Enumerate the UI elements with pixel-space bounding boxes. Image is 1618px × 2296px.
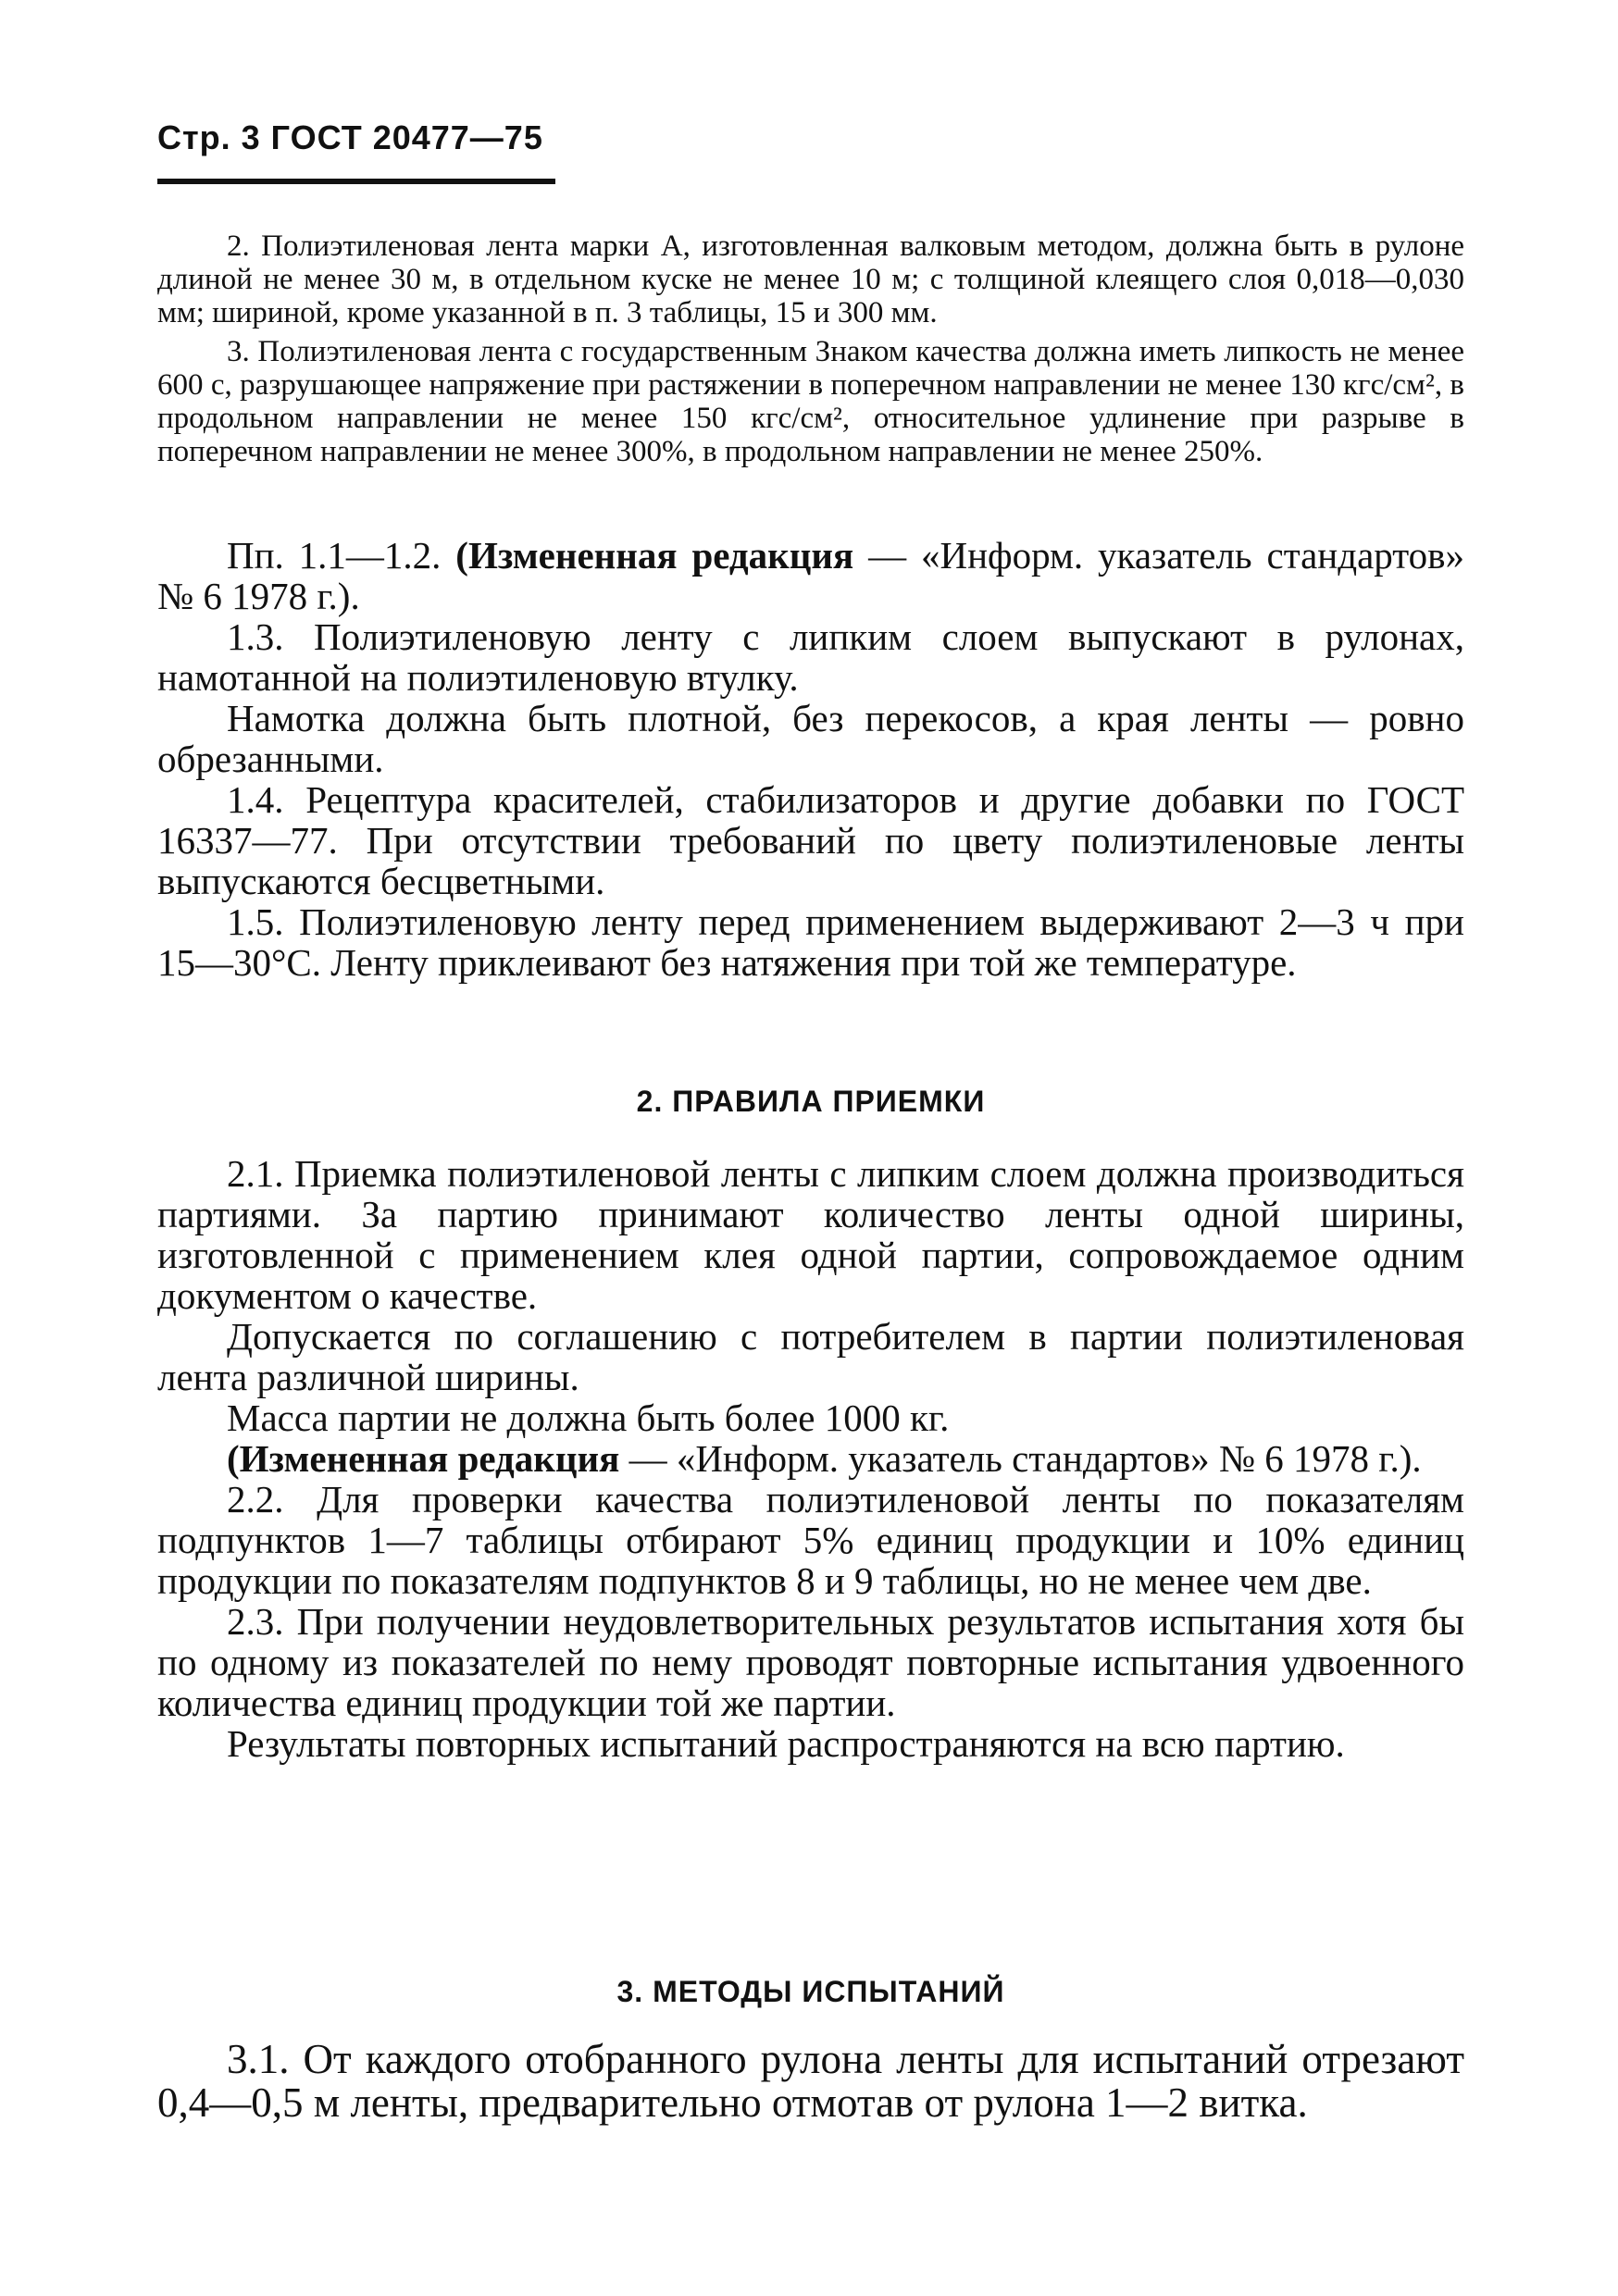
- paragraph-2-2: 2.2. Для проверки качества полиэтиленовой ленты по показателям подпунктов 1—7 таблицы отбирают 5% единиц продукции и 10% единиц продукции по показателям подпунктов 8 и 9 таблицы, но не менее чем две.: [157, 1478, 1464, 1602]
- standard-number: ГОСТ 20477—75: [270, 118, 543, 156]
- page-header: [157, 118, 543, 157]
- paragraph-3-1: 3.1. От каждого отобранного рулона ленты для испытаний отрезают 0,4—0,5 м ленты, предварительно отмотав от рулона 1—2 витка.: [157, 2036, 1464, 2126]
- edition-label: (Измененная редакция: [455, 534, 854, 577]
- paragraph-1-5: 1.5. Полиэтиленовую ленту перед применением выдерживают 2—3 ч при 15—30°С. Ленту приклеивают без натяжения при той же температуре.: [157, 900, 1464, 984]
- paragraph-1-3b: Намотка должна быть плотной, без перекосов, а края ленты — ровно обрезанными.: [157, 697, 1464, 780]
- note-3: 3. Полиэтиленовая лента с государственным Знаком качества должна иметь липкость не менее 600 с, разрушающее напряжение при растяжении в поперечном направлении не менее 130 кгс/см², в продольном направлении не менее 150 кгс/см², относительное удлинение при разрыве в поперечном направлении не менее 300%, в продольном направлении не менее 250%.: [157, 335, 1464, 468]
- paragraph-2-3: 2.3. При получении неудовлетворительных результатов испытания хотя бы по одному из показателей по нему проводят повторные испытания удвоенного количества единиц продукции той же партии.: [157, 1600, 1464, 1724]
- section-3-title: 3. МЕТОДЫ ИСПЫТАНИЙ: [616, 1975, 1005, 2008]
- section3-block: [157, 2038, 1464, 2125]
- section1-block: [157, 535, 1464, 983]
- paragraph-2-3b: Результаты повторных испытаний распространяются на всю партию.: [227, 1722, 1345, 1765]
- notes-block: [157, 230, 1464, 468]
- paragraph-1-4: 1.4. Рецептура красителей, стабилизаторов и другие добавки по ГОСТ 16337—77. При отсутствии требований по цвету полиэтиленовые ленты выпускаются бесцветными.: [157, 778, 1464, 902]
- section-2-title: 2. ПРАВИЛА ПРИЕМКИ: [636, 1085, 986, 1118]
- paragraph-1-3: 1.3. Полиэтиленовую ленту с липким слоем выпускают в рулонах, намотанной на полиэтиленовую втулку.: [157, 615, 1464, 699]
- edition-note-1: Пп. 1.1—1.2. (Измененная редакция — «Информ. указатель стандартов» № 6 1978 г.).: [157, 534, 1465, 617]
- paragraph-2-1b: Допускается по соглашению с потребителем в партии полиэтиленовая лента различной ширины.: [157, 1315, 1464, 1398]
- note-2: 2. Полиэтиленовая лента марки А, изготовленная валковым методом, должна быть в рулоне длиной не менее 30 м, в отдельном куске не менее 10 м; с толщиной клеящего слоя 0,018—0,030 мм; шириной, кроме указанной в п. 3 таблицы, 15 и 300 мм.: [157, 230, 1464, 329]
- page-number: Стр. 3: [157, 118, 261, 156]
- edition-label: (Измененная редакция: [227, 1437, 620, 1480]
- paragraph-2-1: 2.1. Приемка полиэтиленовой ленты с липким слоем должна производиться партиями. За партию принимают количество ленты одной ширины, изготовленной с применением клея одной партии, сопровождаемое одним документом о качестве.: [157, 1152, 1464, 1317]
- paragraph-2-1c: Масса партии не должна быть более 1000 кг.: [227, 1396, 950, 1439]
- edition-note-2: (Измененная редакция — «Информ. указатель стандартов» № 6 1978 г.).: [227, 1437, 1422, 1480]
- header-rule: [157, 179, 555, 184]
- section2-block: [157, 1153, 1464, 1764]
